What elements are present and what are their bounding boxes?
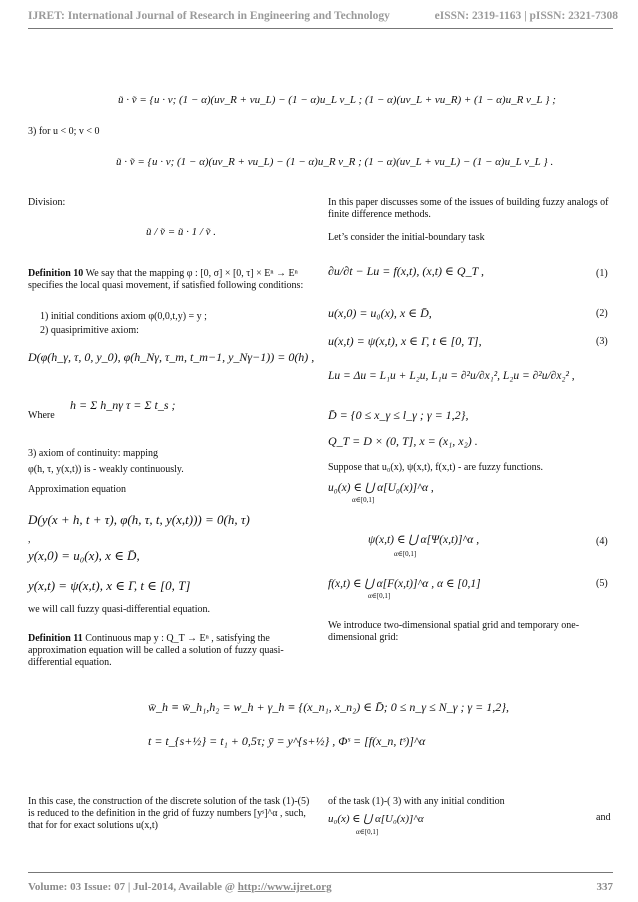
- eq-number-1: (1): [596, 268, 608, 279]
- def11-title: Definition 11: [28, 633, 83, 644]
- page-number: 337: [596, 881, 613, 893]
- equation-1: ∂u/∂t − Lu = f(x,t), (x,t) ∈ Q_T ,: [328, 264, 485, 278]
- journal-link[interactable]: http://www.ijret.org: [237, 881, 332, 893]
- domain-Q-equation: Q_T = D × (0, T], x = (x₁, x₂) .: [328, 434, 478, 448]
- eq-number-2: (2): [596, 308, 608, 319]
- division-label: Division:: [28, 197, 66, 208]
- alpha-range-1: α∈[0,1]: [352, 496, 375, 504]
- domain-D-equation: D̄ = {0 ≤ x_γ ≤ l_γ ; γ = 1,2},: [328, 408, 469, 422]
- footer-volume: Volume: 03 Issue: 07 | Jul-2014, Available @: [28, 881, 238, 893]
- eq-product-a: u͂ · v͂ = {u · v; (1 − α)(uv_R + vu_L) − (1 − α)u_L v_L ; (1 − α)(uv_L + vu_R) + (1 − α)u_R v_L } ;: [118, 94, 556, 106]
- axiom-3-continued: φ(h, τ, y(x,t)) is - weakly continuously.: [28, 464, 184, 475]
- condition-2: 2) quasiprimitive axiom:: [40, 325, 139, 336]
- def11-text-a: Continuous map y : Q_T → Eⁿ , satisfying: [85, 633, 256, 644]
- def11-text-b: the approximation equation will be called a solution of fuzzy quasi-differential equation.: [28, 633, 284, 668]
- fuzzy-qde-label: we will call fuzzy quasi-differential equation.: [28, 604, 210, 615]
- quasiprimitive-equation: D(φ(h_γ, τ, 0, y_0), φ(h_Nγ, τ_m, t_m−1, y_Nγ−1)) = 0(h) ,: [28, 350, 315, 364]
- def10-text: We say that the mapping φ : [0, σ] × [0, τ] × Eⁿ → Eⁿ specifies the local quasi movement, if satisfied following conditions:: [28, 268, 304, 291]
- discrete-solution-text: In this case, the construction of the discrete solution of the task (1)-(5) is reduced to the definition in the grid of fuzzy numbers [yˢ]^α , such, that for for exact solutions u(x,t): [28, 796, 310, 831]
- grid-intro: We introduce two-dimensional spatial grid and temporary one-dimensional grid:: [328, 620, 580, 643]
- journal-header: [28, 10, 618, 22]
- alpha-range-4: α∈[0,1]: [356, 828, 379, 836]
- initial-condition-equation: y(x,0) = u₀(x), x ∈ D̄,: [28, 548, 140, 563]
- initial-membership: u₀(x) ∈ ⋃ α[U₀(x)]^α: [328, 813, 424, 825]
- footer-rule: [28, 872, 613, 873]
- intro-paragraph: In this paper discusses some of the issues of building fuzzy analogs of finite difference methods.: [328, 197, 609, 220]
- eq-product-b: u͂ · v͂ = {u · v; (1 − α)(uv_R + vu_L) − (1 − α)u_R v_R ; (1 − α)(uv_L + vu_L) − (1 − α)u_L v_L } .: [116, 156, 554, 168]
- task-intro: Let’s consider the initial-boundary task: [328, 232, 485, 243]
- approximation-equation: D(y(x + h, t + τ), φ(h, τ, t, y(x,t))) = 0(h, τ): [28, 512, 250, 527]
- equation-2: u(x,0) = u₀(x), x ∈ D̄,: [328, 306, 432, 320]
- case3-label: 3) for u < 0; v < 0: [28, 126, 100, 137]
- definition-11: [28, 633, 308, 669]
- eq-number-5: (5): [596, 578, 608, 589]
- suppose-text: Suppose that u₀(x), ψ(x,t), f(x,t) - are fuzzy functions.: [328, 462, 543, 473]
- boundary-condition-equation: y(x,t) = ψ(x,t), x ∈ Γ, t ∈ [0, T]: [28, 578, 191, 593]
- definition-10: [28, 268, 308, 292]
- equation-3: u(x,t) = ψ(x,t), x ∈ Γ, t ∈ [0, T],: [328, 334, 482, 348]
- eq-number-3: (3): [596, 336, 608, 347]
- alpha-range-2: α∈[0,1]: [394, 550, 417, 558]
- header-rule: [28, 28, 613, 29]
- condition-1: 1) initial conditions axiom φ(0,0,t,y) = y ;: [40, 311, 207, 322]
- division-equation: u͂ / v͂ = u͂ · 1 / v͂ .: [146, 226, 217, 238]
- spatial-grid-equation: w̄_h ≡ w̄_h₁,h₂ = w_h + γ_h ≡ {(x_n₁, x_n₂) ∈ D̄; 0 ≤ n_γ ≤ N_γ ; γ = 1,2},: [148, 700, 510, 714]
- equation-5: f(x,t) ∈ ⋃ α[F(x,t)]^α , α ∈ [0,1]: [328, 578, 481, 590]
- u0-membership: u₀(x) ∈ ⋃ α[U₀(x)]^α ,: [328, 482, 434, 494]
- comma: ,: [28, 534, 31, 545]
- eq-number-4: (4): [596, 536, 608, 547]
- footer: [28, 881, 613, 893]
- journal-title: IJRET: International Journal of Research in Engineering and Technology: [28, 10, 390, 22]
- sum-definitions: h = Σ h_nγ τ = Σ t_s ;: [70, 398, 176, 412]
- task-condition-text: of the task (1)-( 3) with any initial condition: [328, 796, 505, 807]
- operator-L-equation: Lu = Δu = L₁u + L₂u, L₁u = ∂²u/∂x₁², L₂u = ∂²u/∂x₂² ,: [328, 370, 575, 382]
- where-label: Where: [28, 410, 55, 421]
- approximation-label: Approximation equation: [28, 484, 127, 495]
- axiom-3: 3) axiom of continuity: mapping: [28, 448, 158, 459]
- and-word: and: [596, 812, 611, 823]
- def10-title: Definition 10: [28, 268, 84, 279]
- temporal-grid-equation: t = t_{s+½} = t₁ + 0,5τ; ȳ = y^{s+½} , Φˢ = [f(x_n, tˢ)]^α: [148, 734, 426, 748]
- equation-4: ψ(x,t) ∈ ⋃ α[Ψ(x,t)]^α ,: [368, 534, 480, 546]
- issn: eISSN: 2319-1163 | pISSN: 2321-7308: [434, 10, 618, 22]
- alpha-range-3: α∈[0,1]: [368, 592, 391, 600]
